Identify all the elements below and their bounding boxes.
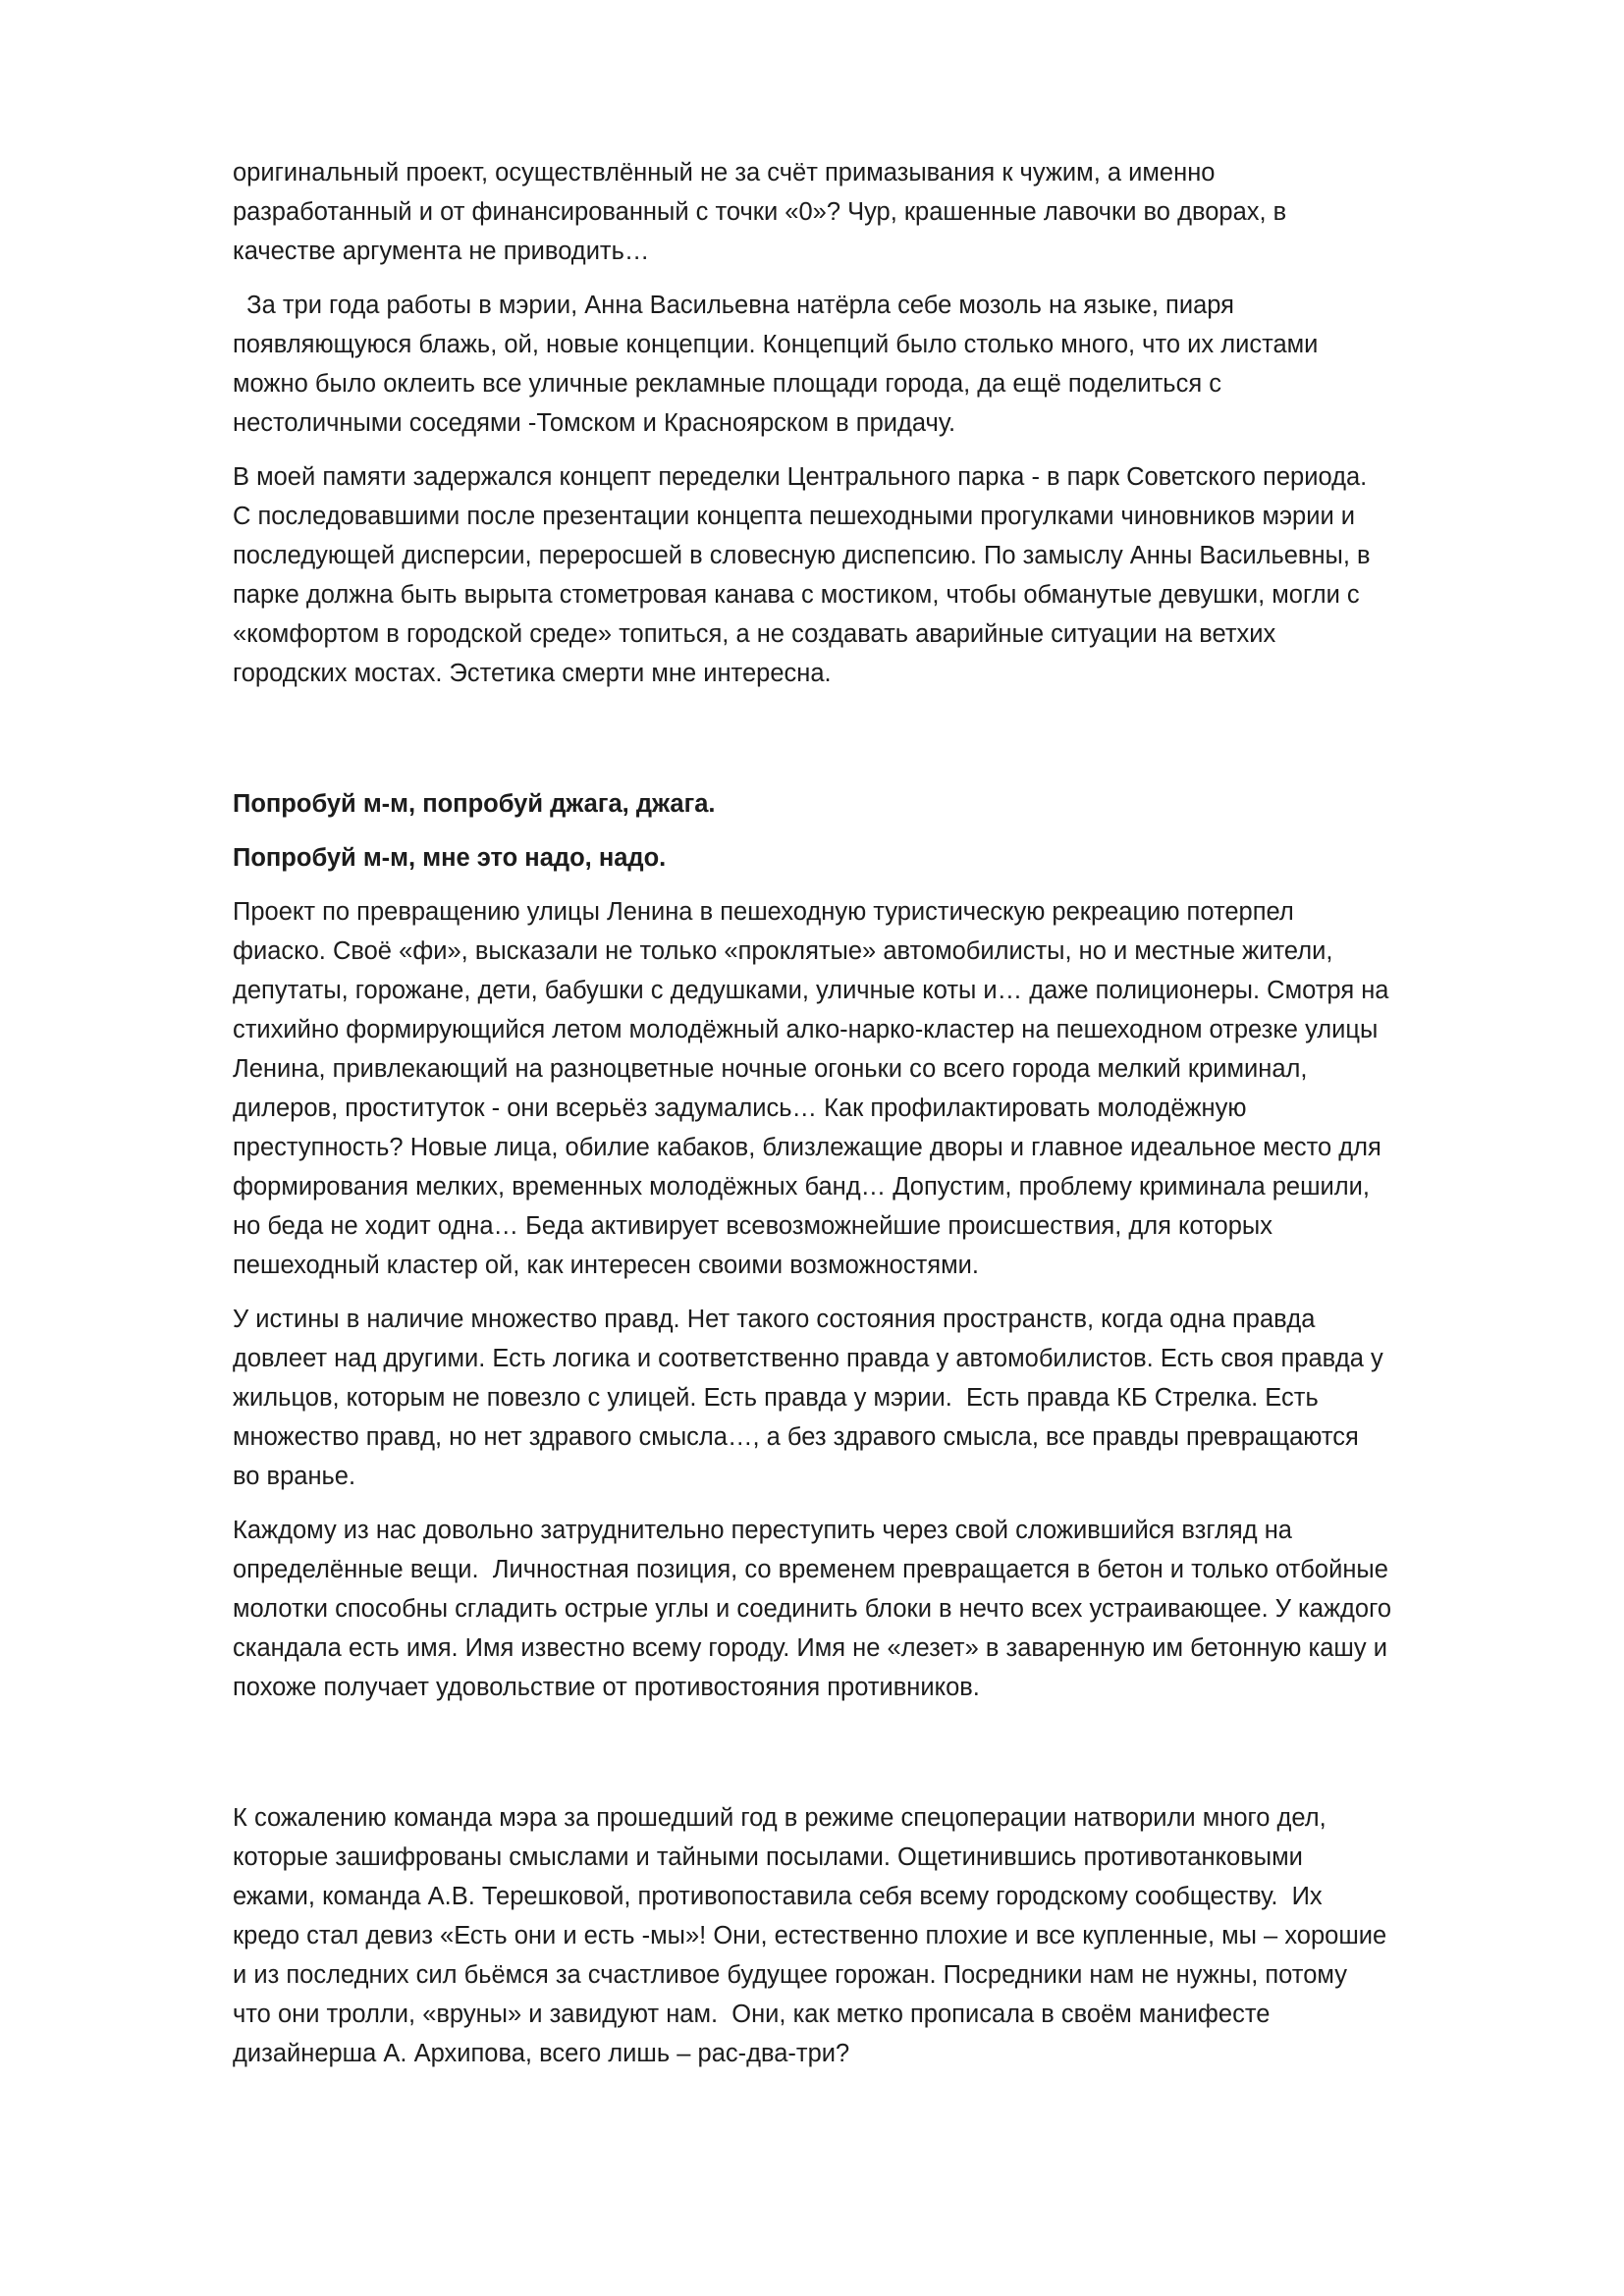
paragraph-4: Проект по превращению улицы Ленина в пешеходную туристическую рекреацию потерпел фиаско. Своё «фи», высказали не только «проклятые» автомобилисты, но и местные жители, депутаты, горожане, дети, бабушки с дедушками, уличные коты и… даже полиционеры. Смотря на стихийно формирующийся летом молодёжный алко-нарко-кластер на пешеходном отрезке улицы Ленина, привлекающий на разноцветные ночные огоньки со всего города мелкий криминал, дилеров, проституток - они всерьёз задумались… Как профилактировать молодёжную преступность? Новые лица, обилие кабаков, близлежащие дворы и главное идеальное место для формирования мелких, временных молодёжных банд… Допустим, проблему криминала решили, но беда не ходит одна… Беда активирует всевозможнейшие происшествия, для которых пешеходный кластер ой, как интересен своими возможностями.	[233, 898, 1389, 1279]
paragraph-5: У истины в наличие множество правд. Нет такого состояния пространств, когда одна правда довлеет над другими. Есть логика и соответственно правда у автомобилистов. Есть своя правда у жильцов, которым не повезло с улицей. Есть правда у мэрии. Есть правда КБ Стрелка. Есть множество правд, но нет здравого смысла…, а без здравого смысла, все правды превращаются во вранье.	[233, 1306, 1383, 1490]
paragraph-1: оригинальный проект, осуществлённый не за счёт примазывания к чужим, а именно разработанный и от финансированный с точки «0»? Чур, крашенные лавочки во дворах, в качестве аргумента не приводить…	[233, 159, 1287, 265]
bold-line-2: Попробуй м-м, мне это надо, надо.	[233, 844, 667, 872]
paragraph-6: Каждому из нас довольно затруднительно переступить через свой сложившийся взгляд на определённые вещи. Личностная позиция, со временем превращается в бетон и только отбойные молотки способны сгладить острые углы и соединить блоки в нечто всех устраивающее. У каждого скандала есть имя. Имя известно всему городу. Имя не «лезет» в заваренную им бетонную кашу и похоже получает удовольствие от противостояния противников.	[233, 1517, 1391, 1701]
paragraph-7: К сожалению команда мэра за прошедший год в режиме спецоперации натворили много дел, которые зашифрованы смыслами и тайными посылами. Ощетинившись противотанковыми ежами, команда А.В. Терешковой, противопоставила себя всему городскому сообществу. Их кредо стал девиз «Есть они и есть -мы»! Они, естественно плохие и все купленные, мы – хорошие и из последних сил бьёмся за счастливое будущее горожан. Посредники нам не нужны, потому что они тролли, «вруны» и завидуют нам. Они, как метко прописала в своём манифесте дизайнерша А. Архипова, всего лишь – рас-два-три?	[233, 1804, 1387, 2067]
document-body	[233, 153, 1391, 2073]
paragraph-3: В моей памяти задержался концепт переделки Центрального парка - в парк Советского периода. С последовавшими после презентации концепта пешеходными прогулками чиновников мэрии и последующей дисперсии, переросшей в словесную диспепсию. По замыслу Анны Васильевны, в парке должна быть вырыта стометровая канава с мостиком, чтобы обманутые девушки, могли с «комфортом в городской среде» топиться, а не создавать аварийные ситуации на ветхих городских мостах. Эстетика смерти мне интересна.	[233, 463, 1371, 687]
paragraph-2: За три года работы в мэрии, Анна Васильевна натёрла себе мозоль на языке, пиаря появляющуюся блажь, ой, новые концепции. Концепций было столько много, что их листами можно было оклеить все уличные рекламные площади города, да ещё поделиться с нестоличными соседями -Томском и Красноярском в придачу.	[233, 292, 1319, 437]
bold-line-1: Попробуй м-м, попробуй джага, джага.	[233, 790, 716, 818]
